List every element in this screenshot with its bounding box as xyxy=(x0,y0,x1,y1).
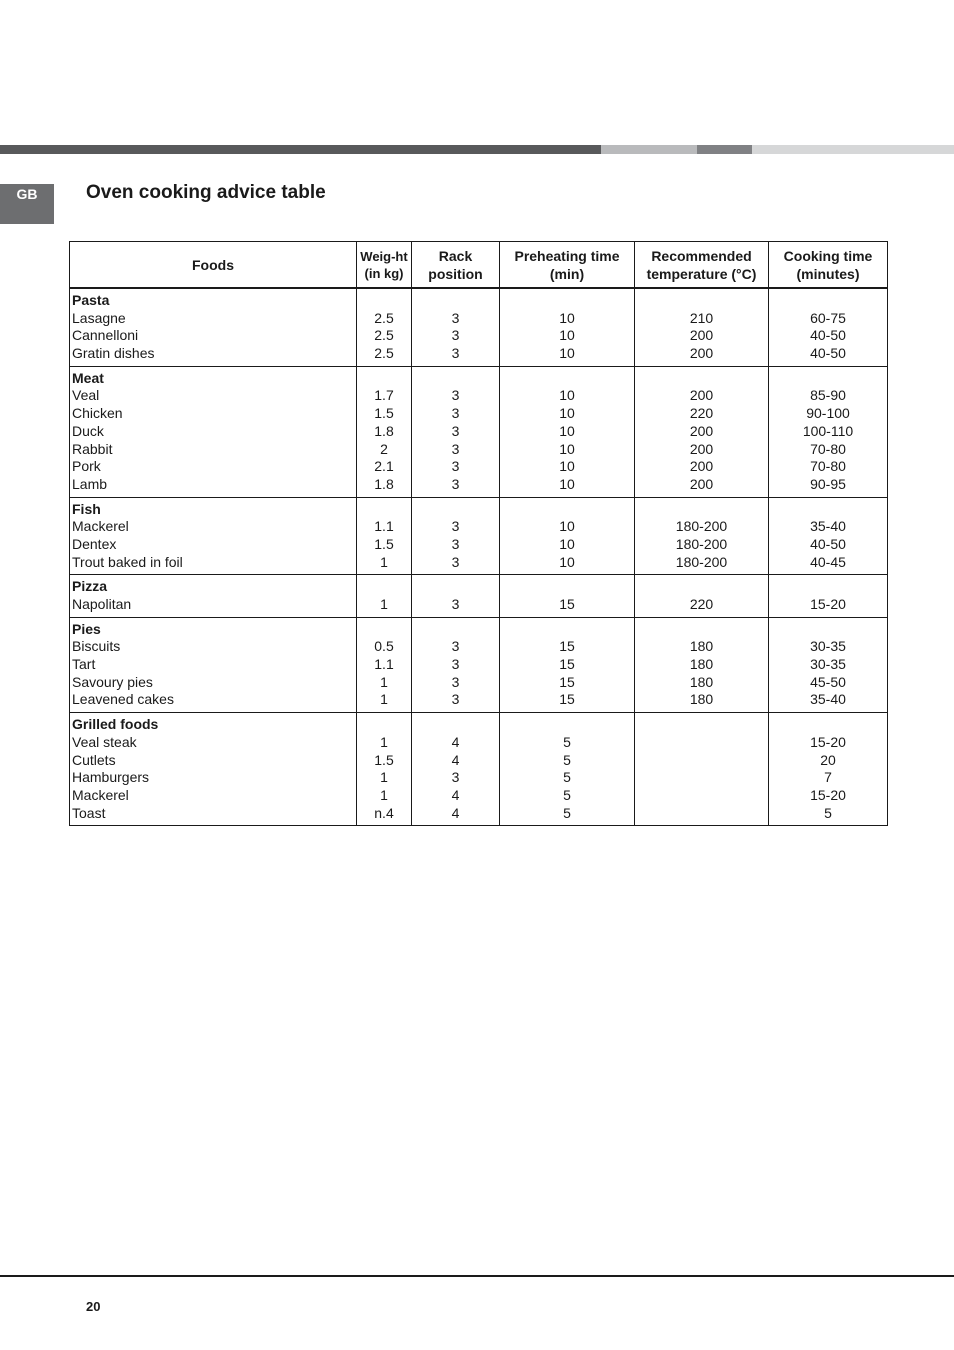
cell-value: 2.1 xyxy=(374,458,394,475)
cooking-time-cell xyxy=(769,713,888,826)
cell-value: 1.5 xyxy=(374,405,394,422)
food-name: Biscuits xyxy=(72,638,121,655)
food-category-label: Fish xyxy=(72,500,101,517)
food-name: Hamburgers xyxy=(72,769,150,786)
preheating-time-cell xyxy=(500,575,635,617)
rack-position-cell xyxy=(412,288,500,366)
food-name: Veal steak xyxy=(72,733,137,750)
cell-value: 5 xyxy=(563,786,571,803)
column-header-weight xyxy=(357,242,412,289)
cell-value: 10 xyxy=(559,405,575,422)
food-category-label: Meat xyxy=(72,369,104,386)
cell-value: 5 xyxy=(563,804,571,821)
cell-value: 3 xyxy=(451,638,460,655)
cell-value: 5 xyxy=(563,751,571,768)
foods-cell xyxy=(70,575,357,617)
cell-value: 200 xyxy=(689,475,714,492)
cell-value xyxy=(635,769,768,787)
category-spacer xyxy=(500,578,634,596)
cell-value: 3 xyxy=(451,553,460,570)
cell-value: 3 xyxy=(451,596,460,612)
cell-value: 3 xyxy=(451,518,460,535)
category-spacer xyxy=(357,578,411,596)
table-row xyxy=(70,288,888,366)
cell-value: 200 xyxy=(689,345,714,362)
table-row xyxy=(70,617,888,712)
food-category-label: Pies xyxy=(72,620,101,637)
cell-value: 3 xyxy=(451,769,460,786)
oven-cooking-advice-table xyxy=(69,241,888,826)
food-name: Trout baked in foil xyxy=(72,553,183,570)
cell-value: 10 xyxy=(559,458,575,475)
page-number: 20 xyxy=(86,1299,101,1314)
cell-value: 1.1 xyxy=(374,518,394,535)
column-header-cooking-time: Cooking time (minutes) xyxy=(769,242,888,289)
cell-value xyxy=(635,734,768,752)
preheating-time-cell xyxy=(500,497,635,575)
cell-value: 1.5 xyxy=(374,751,394,768)
foods-cell xyxy=(70,288,357,366)
food-name: Gratin dishes xyxy=(72,345,155,362)
foods-cell xyxy=(70,617,357,712)
preheating-time-cell xyxy=(500,617,635,712)
weight-cell xyxy=(357,617,412,712)
header-bar-segment xyxy=(601,145,697,154)
temperature-cell xyxy=(635,366,769,497)
cell-value: 70-80 xyxy=(810,458,846,475)
category-spacer xyxy=(635,501,768,519)
cell-value: 3 xyxy=(451,405,460,422)
cell-value: 35-40 xyxy=(810,518,846,535)
weight-cell xyxy=(357,575,412,617)
cell-value: 10 xyxy=(559,345,575,362)
cell-value: 90-100 xyxy=(806,405,850,422)
cell-value: 70-80 xyxy=(810,440,846,457)
column-header-weight-label: Weig-ht (in kg) xyxy=(360,248,408,281)
cell-value: 1 xyxy=(380,553,388,570)
header-bar-segment xyxy=(697,145,752,154)
cell-value: 180 xyxy=(689,656,714,673)
cell-value: 15-20 xyxy=(810,596,846,612)
category-spacer xyxy=(635,370,768,388)
cell-value: 3 xyxy=(451,535,460,552)
cell-value: 85-90 xyxy=(810,387,846,404)
category-spacer xyxy=(412,621,499,639)
cell-value xyxy=(635,805,768,823)
preheating-time-cell xyxy=(500,366,635,497)
food-name: Duck xyxy=(72,422,104,439)
food-name: Mackerel xyxy=(72,518,129,535)
header-color-bar xyxy=(0,145,954,154)
cell-value: 1.7 xyxy=(374,387,394,404)
cell-value: 3 xyxy=(451,387,460,404)
cooking-time-cell xyxy=(769,617,888,712)
cell-value: 3 xyxy=(451,422,460,439)
column-header-preheating-time: Preheating time (min) xyxy=(500,242,635,289)
cell-value: 2 xyxy=(380,440,388,457)
cell-value: 15 xyxy=(559,691,575,708)
category-spacer xyxy=(769,621,887,639)
cell-value: 1 xyxy=(380,733,388,750)
table-header-row xyxy=(70,242,888,289)
category-spacer xyxy=(769,370,887,388)
food-name: Napolitan xyxy=(72,596,132,612)
category-spacer xyxy=(635,621,768,639)
column-header-rack-position: Rack position xyxy=(412,242,500,289)
header-bar-segment xyxy=(752,145,954,154)
cell-value: 3 xyxy=(451,327,460,344)
category-spacer xyxy=(500,621,634,639)
cell-value: 210 xyxy=(689,309,714,326)
cell-value: 10 xyxy=(559,535,575,552)
cell-value xyxy=(635,787,768,805)
cell-value: 3 xyxy=(451,673,460,690)
cell-value: 4 xyxy=(451,733,460,750)
temperature-cell xyxy=(635,713,769,826)
cell-value: 200 xyxy=(689,387,714,404)
cell-value: 180 xyxy=(689,673,714,690)
cell-value: 15 xyxy=(559,596,575,612)
cell-value: 10 xyxy=(559,475,575,492)
temperature-cell xyxy=(635,617,769,712)
cell-value: 3 xyxy=(451,691,460,708)
cell-value: 15 xyxy=(559,638,575,655)
food-category-label: Pizza xyxy=(72,578,108,595)
cell-value: 1 xyxy=(380,786,388,803)
cooking-time-cell xyxy=(769,497,888,575)
cell-value: 2.5 xyxy=(374,345,394,362)
cell-value: 1.8 xyxy=(374,475,394,492)
foods-cell xyxy=(70,713,357,826)
cell-value: 100-110 xyxy=(802,422,854,439)
food-name: Lamb xyxy=(72,475,108,492)
cell-value: 3 xyxy=(451,656,460,673)
category-spacer xyxy=(357,292,411,310)
cell-value xyxy=(635,752,768,770)
table-row xyxy=(70,366,888,497)
category-spacer xyxy=(769,501,887,519)
rack-position-cell xyxy=(412,366,500,497)
cell-value: 7 xyxy=(824,769,832,786)
cell-value: 40-50 xyxy=(810,535,846,552)
cell-value: 3 xyxy=(451,345,460,362)
category-spacer xyxy=(769,716,887,734)
cell-value: 180-200 xyxy=(675,518,728,535)
cell-value: 180-200 xyxy=(675,535,728,552)
cell-value: 35-40 xyxy=(810,691,846,708)
category-spacer xyxy=(769,292,887,310)
cell-value: 180 xyxy=(689,691,714,708)
cell-value: 180-200 xyxy=(675,553,728,570)
food-category-label: Grilled foods xyxy=(72,716,159,733)
preheating-time-cell xyxy=(500,288,635,366)
cell-value: 15-20 xyxy=(810,733,846,750)
cell-value: 180 xyxy=(689,638,714,655)
temperature-cell xyxy=(635,497,769,575)
cell-value: 10 xyxy=(559,518,575,535)
cell-value: 15 xyxy=(559,656,575,673)
preheating-time-cell xyxy=(500,713,635,826)
cell-value: 1 xyxy=(380,596,388,612)
rack-position-cell xyxy=(412,575,500,617)
footer-rule xyxy=(0,1275,954,1277)
category-spacer xyxy=(500,716,634,734)
cell-value: 10 xyxy=(559,422,575,439)
category-spacer xyxy=(412,716,499,734)
category-spacer xyxy=(500,370,634,388)
cell-value: 1.5 xyxy=(374,535,394,552)
cell-value: 60-75 xyxy=(810,309,846,326)
temperature-cell xyxy=(635,575,769,617)
food-name: Toast xyxy=(72,804,106,821)
food-name: Leavened cakes xyxy=(72,691,174,708)
cell-value: 5 xyxy=(563,769,571,786)
category-spacer xyxy=(412,292,499,310)
cooking-time-cell xyxy=(769,288,888,366)
category-spacer xyxy=(357,621,411,639)
cell-value: 30-35 xyxy=(810,638,846,655)
cell-value: 10 xyxy=(559,553,575,570)
table-row xyxy=(70,713,888,826)
cell-value: 10 xyxy=(559,440,575,457)
rack-position-cell xyxy=(412,497,500,575)
category-spacer xyxy=(357,716,411,734)
foods-cell xyxy=(70,497,357,575)
food-name: Chicken xyxy=(72,405,123,422)
cell-value: n.4 xyxy=(374,804,394,821)
category-spacer xyxy=(412,578,499,596)
cell-value: 5 xyxy=(824,804,832,821)
cell-value: 10 xyxy=(559,327,575,344)
category-spacer xyxy=(500,501,634,519)
cell-value: 220 xyxy=(689,596,714,612)
cell-value: 1.1 xyxy=(374,656,394,673)
column-header-foods: Foods xyxy=(70,242,357,289)
foods-cell xyxy=(70,366,357,497)
cell-value: 3 xyxy=(451,458,460,475)
cell-value: 15-20 xyxy=(810,786,846,803)
cell-value: 3 xyxy=(451,440,460,457)
cell-value: 1 xyxy=(380,769,388,786)
cell-value: 4 xyxy=(451,751,460,768)
cell-value: 40-45 xyxy=(810,553,846,570)
category-spacer xyxy=(357,370,411,388)
cooking-time-cell xyxy=(769,366,888,497)
food-name: Lasagne xyxy=(72,309,126,326)
weight-cell xyxy=(357,713,412,826)
cell-value: 1 xyxy=(380,673,388,690)
cell-value: 0.5 xyxy=(374,638,394,655)
temperature-cell xyxy=(635,288,769,366)
cell-value: 90-95 xyxy=(810,475,846,492)
food-name: Cannelloni xyxy=(72,327,139,344)
food-name: Savoury pies xyxy=(72,673,153,690)
cell-value: 20 xyxy=(820,751,836,768)
cooking-time-cell xyxy=(769,575,888,617)
table-row xyxy=(70,497,888,575)
weight-cell xyxy=(357,497,412,575)
cell-value: 1.8 xyxy=(374,422,394,439)
cell-value: 200 xyxy=(689,440,714,457)
cell-value: 1 xyxy=(380,691,388,708)
cell-value: 4 xyxy=(451,786,460,803)
cell-value: 40-50 xyxy=(810,345,846,362)
cell-value: 30-35 xyxy=(810,656,846,673)
category-spacer xyxy=(635,578,768,596)
table-row xyxy=(70,575,888,617)
page-title: Oven cooking advice table xyxy=(86,182,326,203)
cell-value: 15 xyxy=(559,673,575,690)
category-spacer xyxy=(412,370,499,388)
table-body xyxy=(70,288,888,826)
cell-value: 10 xyxy=(559,387,575,404)
category-spacer xyxy=(635,716,768,734)
column-header-recommended-temperature: Recommended temperature (°C) xyxy=(635,242,769,289)
cell-value: 3 xyxy=(451,309,460,326)
cell-value: 200 xyxy=(689,458,714,475)
weight-cell xyxy=(357,288,412,366)
cell-value: 3 xyxy=(451,475,460,492)
food-name: Veal xyxy=(72,387,100,404)
rack-position-cell xyxy=(412,617,500,712)
category-spacer xyxy=(500,292,634,310)
cell-value: 200 xyxy=(689,422,714,439)
category-spacer xyxy=(769,578,887,596)
cell-value: 45-50 xyxy=(810,673,846,690)
header-bar-segment xyxy=(0,145,601,154)
food-name: Pork xyxy=(72,458,101,475)
category-spacer xyxy=(635,292,768,310)
category-spacer xyxy=(357,501,411,519)
cell-value: 40-50 xyxy=(810,327,846,344)
food-name: Cutlets xyxy=(72,751,116,768)
food-name: Rabbit xyxy=(72,440,113,457)
weight-cell xyxy=(357,366,412,497)
cell-value: 4 xyxy=(451,804,460,821)
category-spacer xyxy=(412,501,499,519)
cell-value: 5 xyxy=(563,733,571,750)
food-name: Mackerel xyxy=(72,786,129,803)
food-name: Dentex xyxy=(72,535,117,552)
cell-value: 10 xyxy=(559,309,575,326)
cell-value: 200 xyxy=(689,327,714,344)
cell-value: 2.5 xyxy=(374,327,394,344)
language-tab: GB xyxy=(0,184,54,224)
cell-value: 220 xyxy=(689,405,714,422)
cell-value: 2.5 xyxy=(374,309,394,326)
rack-position-cell xyxy=(412,713,500,826)
food-name: Tart xyxy=(72,656,96,673)
food-category-label: Pasta xyxy=(72,292,110,308)
